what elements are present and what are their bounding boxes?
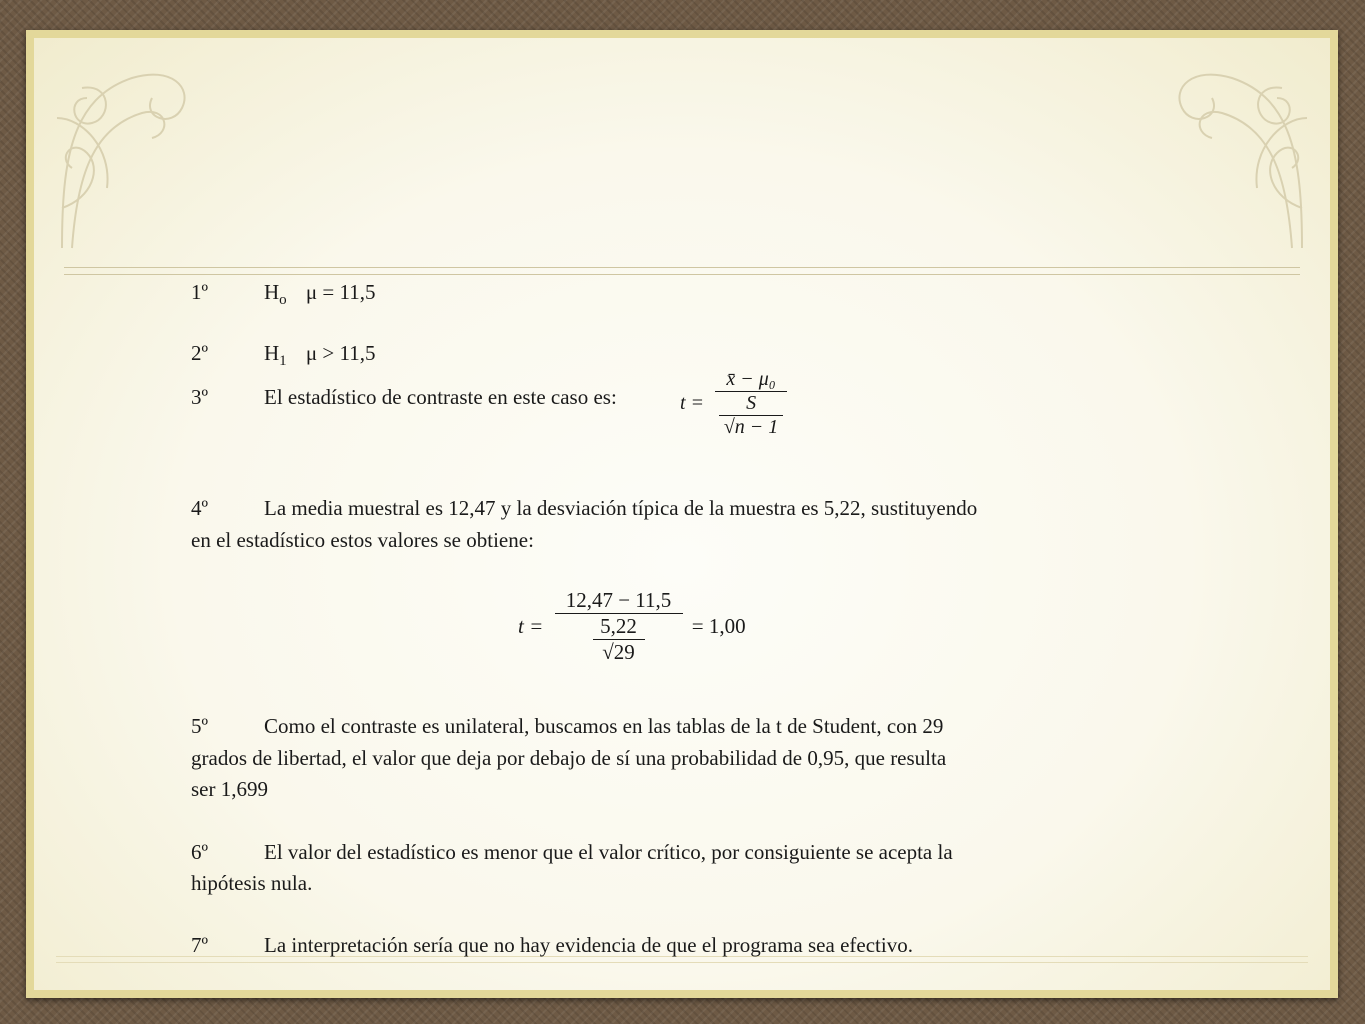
step-text: Como el contraste es unilateral, buscamos en las tablas de la t de Student, con 29 (264, 714, 944, 738)
step-4-continuation: en el estadístico estos valores se obtiene: (191, 528, 534, 552)
step-5-continuation: grados de libertad, el valor que deja por debajo de sí una probabilidad de 0,95, que resulta (191, 746, 947, 770)
formula-denominator-bottom: √29 (602, 640, 635, 664)
step-number: 6º (191, 840, 209, 864)
formula-denominator-top: S (746, 392, 757, 414)
formula-lhs: t = (518, 614, 544, 638)
step-text: La interpretación sería que no hay evidencia de que el programa sea efectivo. (264, 933, 913, 957)
step-number: 4º (191, 496, 209, 520)
step-6-continuation: hipótesis nula. (191, 871, 313, 895)
step-number: 1º (191, 280, 209, 304)
hypothesis-subscript: o (279, 292, 287, 308)
formula-substitution (518, 588, 746, 665)
step-number: 2º (191, 341, 209, 365)
formula-result: = 1,00 (691, 614, 746, 638)
step-text: La media muestral es 12,47 y la desviación típica de la muestra es 5,22, sustituyendo (264, 496, 978, 520)
formula-numerator: x̄ − μ₀ (726, 368, 776, 390)
formula-denominator-bottom: √n − 1 (723, 416, 779, 438)
step-5-continuation: ser 1,699 (191, 777, 268, 801)
step-number: 7º (191, 933, 209, 957)
step-text: El estadístico de contraste en este caso es: (264, 385, 617, 409)
hypothesis-subscript: 1 (279, 353, 287, 369)
hypothesis-symbol: H (264, 280, 280, 304)
formula-lhs: t = (680, 392, 705, 414)
formula-numerator: 12,47 − 11,5 (565, 588, 672, 612)
step-number: 5º (191, 714, 209, 738)
step-text: El valor del estadístico es menor que el valor crítico, por consiguiente se acepta la (264, 840, 953, 864)
hypothesis-relation: μ = 11,5 (305, 280, 376, 304)
hypothesis-relation: μ > 11,5 (305, 341, 376, 365)
hypothesis-symbol: H (264, 341, 280, 365)
formula-t-statistic (680, 368, 787, 439)
formula-denominator-top: 5,22 (600, 614, 637, 638)
step-number: 3º (191, 385, 209, 409)
